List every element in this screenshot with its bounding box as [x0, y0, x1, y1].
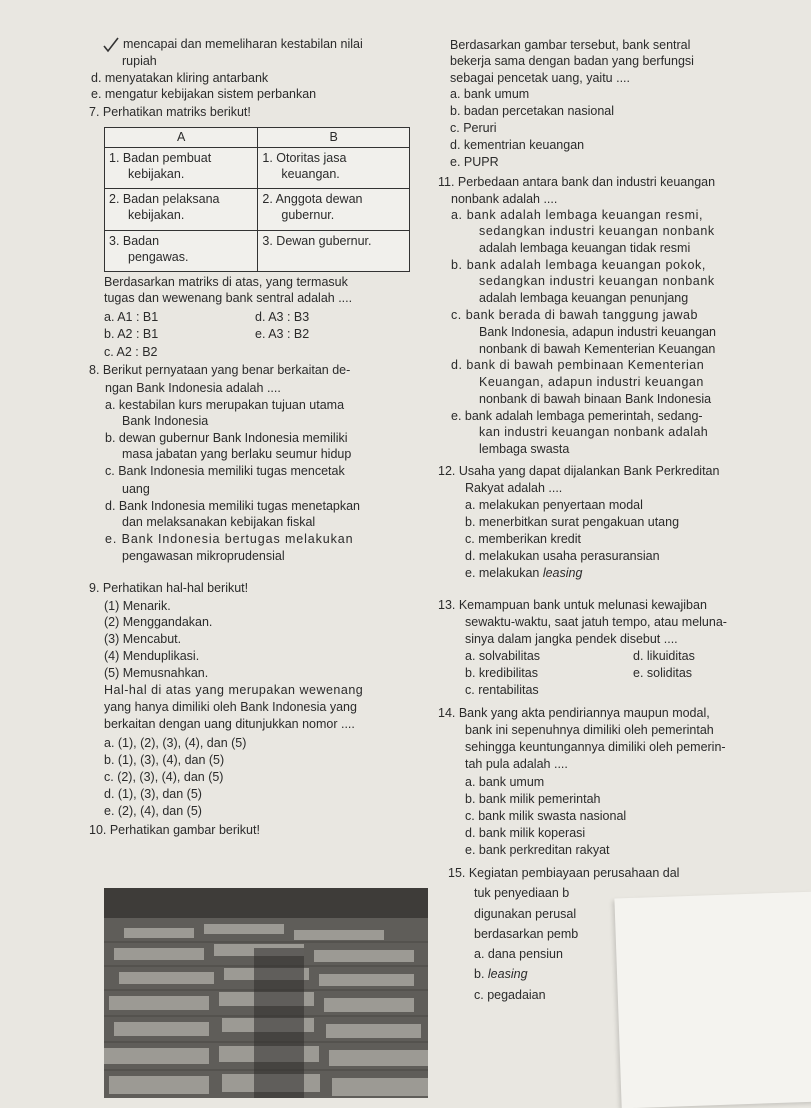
q11-option-b[interactable]: b. bank adalah lembaga keuangan pokok, [451, 258, 706, 272]
q13-option-a[interactable]: a. solvabilitas [465, 649, 541, 663]
q12-option-d[interactable]: d. melakukan usaha perasuransian [465, 549, 660, 563]
matrix-cell: 3. Dewan gubernur. [258, 230, 410, 271]
q6-option-c-cont: rupiah [122, 54, 157, 68]
q14-option-c[interactable]: c. bank milik swasta nasional [465, 809, 627, 823]
q6-option-c[interactable]: c. Peruri [450, 121, 497, 135]
q9-item-5: (5) Memusnahkan. [104, 666, 209, 680]
q6-option-c: mencapai dan memeliharan kestabilan nilai [123, 37, 363, 51]
q7-option-d[interactable]: d. A3 : B3 [255, 310, 310, 324]
matrix-cell: 1. Otoritas jasa keuangan. [258, 148, 410, 189]
q11-option-d[interactable]: d. bank di bawah pembinaan Kementerian [451, 358, 705, 372]
q6-text-3: sebagai pencetak uang, yaitu .... [450, 71, 630, 85]
q13-line-2: sewaktu-waktu, saat jatuh tempo, atau meluna- [465, 615, 727, 629]
q13-option-c[interactable]: c. rentabilitas [465, 683, 539, 697]
q9-text-1: Hal-hal di atas yang merupakan wewenang [104, 683, 364, 697]
q8-line-2: ngan Bank Indonesia adalah .... [105, 381, 281, 395]
q8-option-a-cont: Bank Indonesia [122, 414, 209, 428]
q14-line-3: sehingga keuntungannya dimiliki oleh pemerin- [465, 740, 726, 754]
q12-option-c[interactable]: c. memberikan kredit [465, 532, 582, 546]
matrix-cell: 2. Badan pelaksana kebijakan. [105, 189, 258, 230]
money-stacks-image [104, 888, 428, 1098]
q11-option-a[interactable]: a. bank adalah lembaga keuangan resmi, [451, 208, 704, 222]
checkmark-icon [103, 37, 119, 53]
q8-option-d[interactable]: d. Bank Indonesia memiliki tugas menetapkan [105, 499, 361, 513]
q14-option-d[interactable]: d. bank milik koperasi [465, 826, 586, 840]
q11-option-a-cont-1: sedangkan industri keuangan nonbank [479, 224, 715, 238]
q9-text-2: yang hanya dimiliki oleh Bank Indonesia yang [104, 700, 357, 714]
q15-option-a[interactable]: a. dana pensiun [474, 947, 563, 961]
q7-option-a[interactable]: a. A1 : B1 [104, 310, 159, 324]
q12-option-a[interactable]: a. melakukan penyertaan modal [465, 498, 643, 512]
matrix-cell: 2. Anggota dewan gubernur. [258, 189, 410, 230]
q11-option-a-cont-2: adalah lembaga keuangan tidak resmi [479, 241, 691, 255]
q8-option-c-cont: uang [122, 482, 150, 496]
q6-text-1: Berdasarkan gambar tersebut, bank sentral [450, 38, 691, 52]
q13-line-3: sinya dalam jangka pendek disebut .... [465, 632, 678, 646]
q10-title: 10. Perhatikan gambar berikut! [89, 823, 260, 837]
q9-option-c[interactable]: c. (2), (3), (4), dan (5) [104, 770, 224, 784]
q7-title: 7. Perhatikan matriks berikut! [89, 105, 251, 119]
q11-option-c[interactable]: c. bank berada di bawah tanggung jawab [451, 308, 698, 322]
q11-option-e[interactable]: e. bank adalah lembaga pemerintah, sedang- [451, 409, 703, 423]
q8-option-b-cont: masa jabatan yang berlaku seumur hidup [122, 447, 352, 461]
overlapping-paper [614, 892, 811, 1108]
q11-option-b-cont-1: sedangkan industri keuangan nonbank [479, 274, 715, 288]
q6-option-e: e. mengatur kebijakan sistem perbankan [91, 87, 317, 101]
q14-option-b[interactable]: b. bank milik pemerintah [465, 792, 601, 806]
q9-option-e[interactable]: e. (2), (4), dan (5) [104, 804, 202, 818]
q13-option-b[interactable]: b. kredibilitas [465, 666, 538, 680]
q7-text-1: Berdasarkan matriks di atas, yang termasuk [104, 275, 348, 289]
q15-line-3: digunakan perusal [474, 907, 577, 921]
q14-option-e[interactable]: e. bank perkreditan rakyat [465, 843, 610, 857]
matrix-cell: 3. Badan pengawas. [105, 230, 258, 271]
q13-line-1: 13. Kemampuan bank untuk melunasi kewajiban [438, 598, 707, 612]
q11-line-2: nonbank adalah .... [451, 192, 558, 206]
q11-option-d-cont-1: Keuangan, adapun industri keuangan [479, 375, 704, 389]
q13-option-e[interactable]: e. soliditas [633, 666, 693, 680]
q12-line-2: Rakyat adalah .... [465, 481, 563, 495]
q14-line-1: 14. Bank yang akta pendiriannya maupun modal, [438, 706, 710, 720]
q9-item-1: (1) Menarik. [104, 599, 171, 613]
q8-option-e-cont: pengawasan mikroprudensial [122, 549, 285, 563]
q11-option-b-cont-2: adalah lembaga keuangan penunjang [479, 291, 689, 305]
q6-text-2: bekerja sama dengan badan yang berfungsi [450, 54, 694, 68]
q15-option-b[interactable]: b. leasing [474, 967, 528, 981]
q11-line-1: 11. Perbedaan antara bank dan industri keuangan [438, 175, 716, 189]
q7-option-c[interactable]: c. A2 : B2 [104, 345, 158, 359]
table-row [105, 189, 410, 230]
q9-item-2: (2) Menggandakan. [104, 615, 213, 629]
q11-option-e-cont-2: lembaga swasta [479, 442, 570, 456]
q9-item-3: (3) Mencabut. [104, 632, 182, 646]
q9-option-d[interactable]: d. (1), (3), dan (5) [104, 787, 202, 801]
q12-option-b[interactable]: b. menerbitkan surat pengakuan utang [465, 515, 680, 529]
q15-line-4: berdasarkan pemb [474, 927, 579, 941]
q11-option-d-cont-2: nonbank di bawah binaan Bank Indonesia [479, 392, 712, 406]
q8-option-c[interactable]: c. Bank Indonesia memiliki tugas mencetak [105, 464, 345, 478]
q9-text-3: berkaitan dengan uang ditunjukkan nomor .... [104, 717, 355, 731]
q11-option-c-cont-1: Bank Indonesia, adapun industri keuangan [479, 325, 716, 339]
q9-option-a[interactable]: a. (1), (2), (3), (4), dan (5) [104, 736, 247, 750]
q15-line-1: 15. Kegiatan pembiayaan perusahaan dal [448, 866, 680, 880]
q6-option-d: d. menyatakan kliring antarbank [91, 71, 269, 85]
q14-line-4: tah pula adalah .... [465, 757, 568, 771]
q11-option-c-cont-2: nonbank di bawah Kementerian Keuangan [479, 342, 716, 356]
q6-option-b[interactable]: b. badan percetakan nasional [450, 104, 615, 118]
q14-line-2: bank ini sepenuhnya dimiliki oleh pemerintah [465, 723, 714, 737]
q12-option-e[interactable]: e. melakukan leasing [465, 566, 583, 580]
table-row [105, 148, 410, 189]
q8-option-b[interactable]: b. dewan gubernur Bank Indonesia memiliki [105, 431, 348, 445]
q8-line-1: 8. Berikut pernyataan yang benar berkaitan de- [89, 363, 351, 377]
q9-item-4: (4) Menduplikasi. [104, 649, 200, 663]
q15-option-c[interactable]: c. pegadaian [474, 988, 546, 1002]
q14-option-a[interactable]: a. bank umum [465, 775, 545, 789]
q15-line-2: tuk penyediaan b [474, 886, 570, 900]
q13-option-d[interactable]: d. likuiditas [633, 649, 695, 663]
q8-option-d-cont: dan melaksanakan kebijakan fiskal [122, 515, 316, 529]
table-row [105, 230, 410, 271]
q8-option-e[interactable]: e. Bank Indonesia bertugas melakukan [105, 532, 354, 546]
q7-option-b[interactable]: b. A2 : B1 [104, 327, 159, 341]
q9-option-b[interactable]: b. (1), (3), (4), dan (5) [104, 753, 225, 767]
q6-option-a[interactable]: a. bank umum [450, 87, 530, 101]
matrix-cell: 1. Badan pembuat kebijakan. [105, 148, 258, 189]
q12-line-1: 12. Usaha yang dapat dijalankan Bank Perkreditan [438, 464, 720, 478]
q6-option-e[interactable]: e. PUPR [450, 155, 499, 169]
q6-option-d[interactable]: d. kementrian keuangan [450, 138, 585, 152]
matrix-header-b: B [258, 128, 410, 148]
q7-option-e[interactable]: e. A3 : B2 [255, 327, 310, 341]
q9-title: 9. Perhatikan hal-hal berikut! [89, 581, 249, 595]
q11-option-e-cont-1: kan industri keuangan nonbank adalah [479, 425, 709, 439]
q8-option-a[interactable]: a. kestabilan kurs merupakan tujuan utama [105, 398, 345, 412]
matrix-header-a: A [105, 128, 258, 148]
q7-text-2: tugas dan wewenang bank sentral adalah .... [104, 291, 353, 305]
money-stacks-photo [104, 888, 428, 1098]
q7-matrix-table [104, 127, 410, 272]
